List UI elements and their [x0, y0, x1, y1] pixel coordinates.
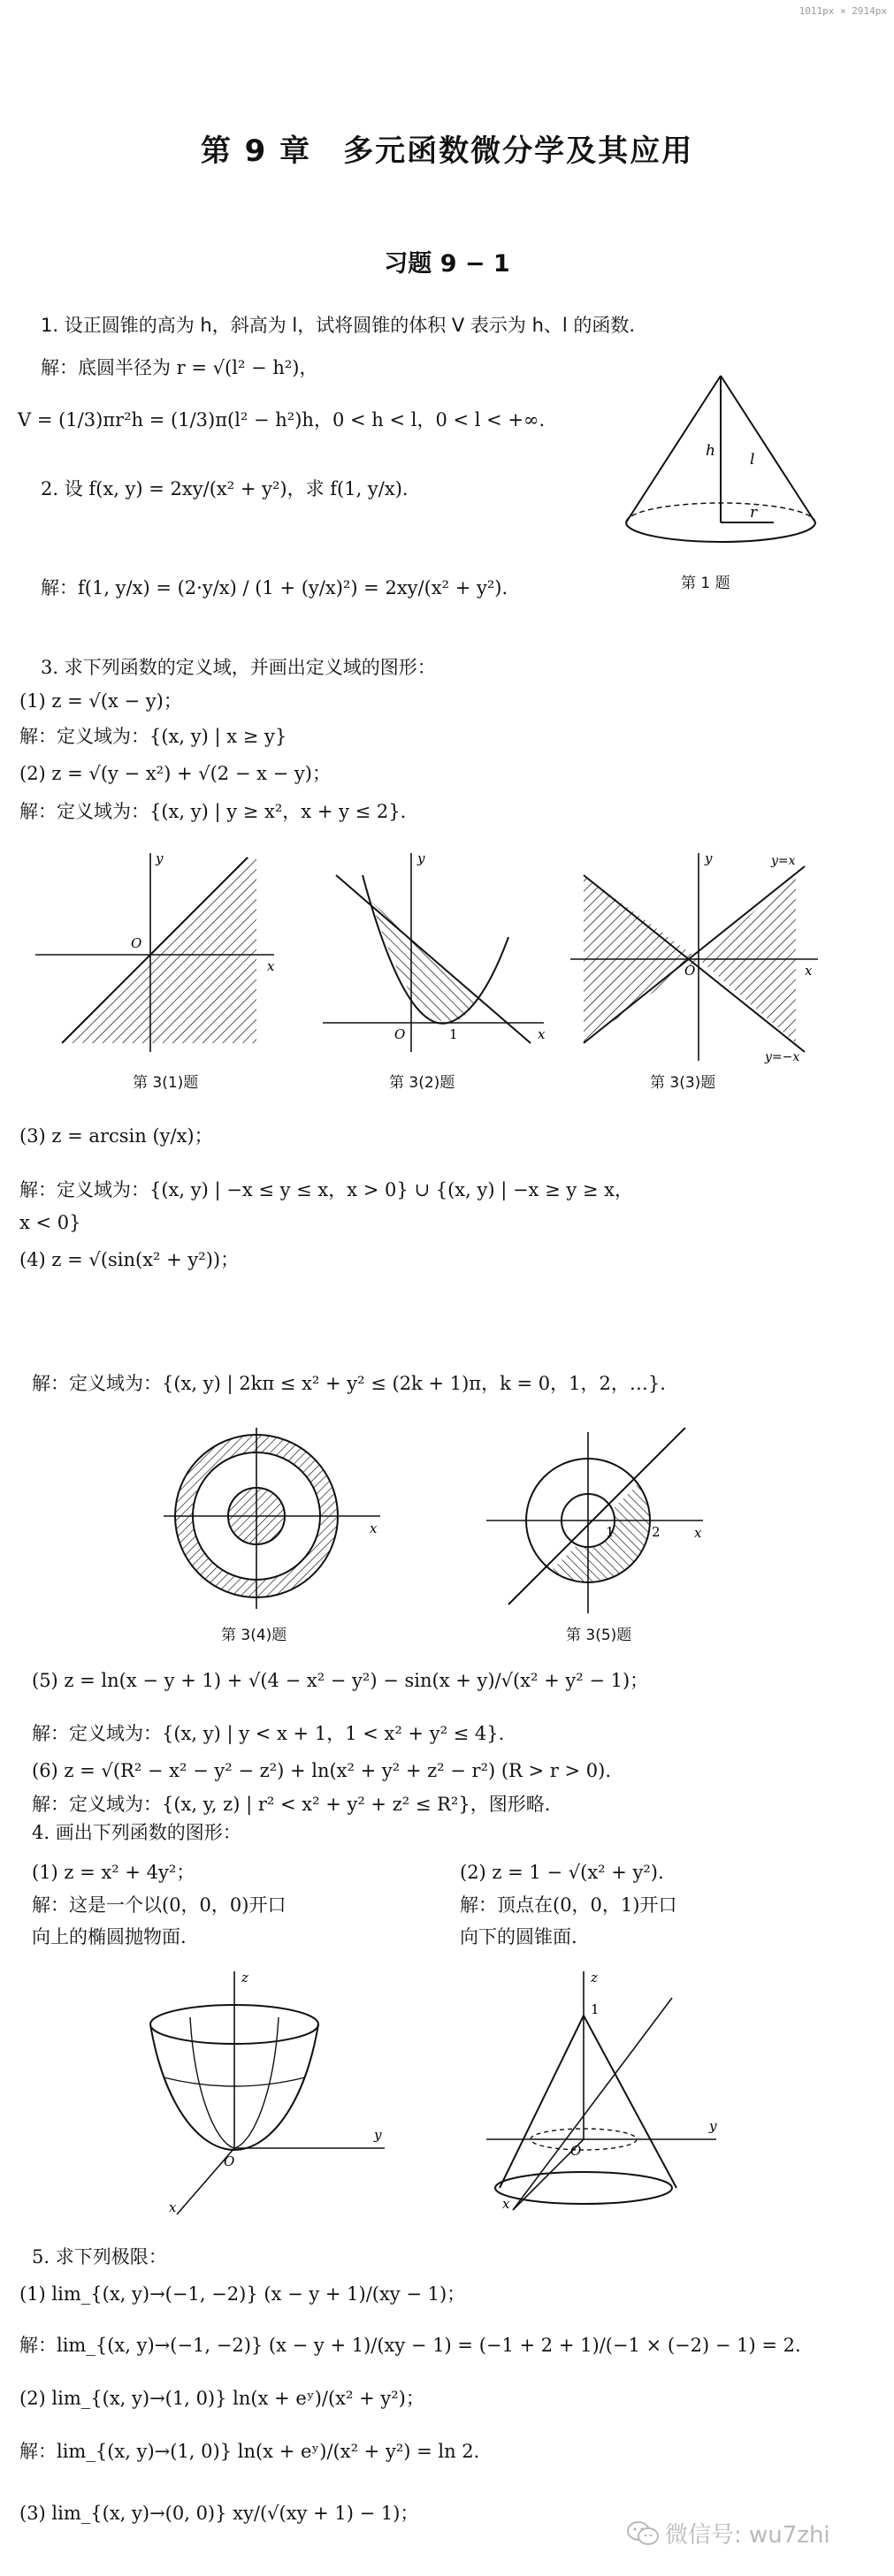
wechat-icon: [626, 2520, 660, 2547]
graph-3-5: [482, 1428, 712, 1618]
problem-3-6-statement: (6) z = √(R² − x² − y² − z²) + ln(x² + y² + z² − r²) (R > r > 0).: [32, 1760, 612, 1781]
problem-3-3-answer-line-1: 解：定义域为：{(x, y) | −x ≤ y ≤ x，x > 0} ∪ {(x, y) | −x ≥ y ≥ x，: [19, 1179, 633, 1200]
problem-3-2-statement: (2) z = √(y − x²) + √(2 − x − y)；: [19, 763, 331, 784]
svg-text:z: z: [591, 1970, 598, 1985]
problem-4-2-answer-line-2: 向下的圆锥面.: [460, 1926, 577, 1947]
section-title: 习题 9 − 1: [384, 250, 510, 278]
svg-text:O: O: [224, 2153, 235, 2169]
svg-text:x: x: [694, 1525, 702, 1541]
svg-text:y: y: [705, 850, 713, 866]
svg-text:x: x: [267, 958, 275, 974]
graph-3-2: [318, 849, 557, 1056]
svg-text:O: O: [684, 963, 696, 979]
problem-1-answer-line-2: V = (1/3)πr²h = (1/3)π(l² − h²)h，0 < h < l，0 < l < +∞.: [18, 409, 546, 431]
problem-3-1-statement: (1) z = √(x − y)；: [19, 690, 182, 712]
svg-text:O: O: [570, 2143, 582, 2159]
svg-text:y: y: [709, 2118, 717, 2134]
svg-text:z: z: [241, 1970, 248, 1985]
svg-text:y=x: y=x: [771, 854, 796, 868]
problem-4-1-statement: (1) z = x² + 4y²；: [32, 1862, 195, 1883]
cone-figure: [610, 367, 840, 570]
problem-3-2-answer: 解：定义域为：{(x, y) | y ≥ x²，x + y ≤ 2}.: [19, 801, 407, 822]
figure-3-2-caption: 第 3(2)题: [389, 1074, 455, 1092]
problem-4-1-answer-line-2: 向上的椭圆抛物面.: [32, 1926, 187, 1947]
svg-text:x: x: [169, 2199, 177, 2215]
problem-4-2-statement: (2) z = 1 − √(x² + y²).: [460, 1862, 664, 1883]
problem-4-question: 4. 画出下列函数的图形：: [32, 1822, 241, 1843]
problem-3-3-answer-line-2: x < 0}: [19, 1212, 81, 1233]
svg-text:y: y: [374, 2127, 382, 2143]
svg-text:y: y: [156, 850, 164, 866]
svg-text:1: 1: [606, 1524, 615, 1540]
svg-text:O: O: [394, 1026, 406, 1042]
problem-1-question: 1. 设正圆锥的高为 h，斜高为 l，试将圆锥的体积 V 表示为 h、l 的函数.: [41, 315, 636, 336]
svg-text:y: y: [417, 850, 425, 866]
cone-label-h: h: [706, 442, 715, 460]
problem-3-6-answer: 解：定义域为：{(x, y, z) | r² < x² + y² + z² ≤ R²}，图形略.: [32, 1794, 551, 1815]
problem-3-4-answer: 解：定义域为：{(x, y) | 2kπ ≤ x² + y² ≤ (2k + 1)π，k = 0，1，2，…}.: [32, 1373, 666, 1394]
cone-label-r: r: [750, 504, 758, 522]
svg-text:x: x: [805, 963, 813, 979]
svg-text:x: x: [502, 2196, 510, 2212]
figure-1-caption: 第 1 题: [681, 575, 730, 592]
problem-3-5-answer: 解：定义域为：{(x, y) | y < x + 1，1 < x² + y² ≤ 4}.: [32, 1723, 505, 1744]
svg-text:x: x: [538, 1026, 546, 1042]
problem-3-5-statement: (5) z = ln(x − y + 1) + √(4 − x² − y²) − sin(x + y)/√(x² + y² − 1)；: [32, 1670, 649, 1691]
problem-3-1-answer: 解：定义域为：{(x, y) | x ≥ y}: [19, 726, 287, 747]
problem-1-answer-line-1: 解：底圆半径为 r = √(l² − h²)，: [41, 357, 318, 378]
graph-3-1: [27, 849, 283, 1056]
problem-4-2-answer-line-1: 解：顶点在(0，0，1)开口: [460, 1894, 677, 1916]
svg-text:1: 1: [591, 2001, 600, 2017]
svg-text:2: 2: [652, 1524, 661, 1540]
problem-2-answer: 解：f(1, y/x) = (2·y/x) / (1 + (y/x)²) = 2xy/(x² + y²).: [41, 577, 508, 598]
figure-3-5-caption: 第 3(5)题: [566, 1627, 632, 1644]
problem-3-4-statement: (4) z = √(sin(x² + y²))；: [19, 1249, 240, 1270]
figure-3-3-caption: 第 3(3)题: [650, 1074, 716, 1092]
svg-text:1: 1: [449, 1026, 458, 1042]
problem-3-3-statement: (3) z = arcsin (y/x)；: [19, 1125, 213, 1147]
problem-5-2-answer: 解：lim_{(x, y)→(1, 0)} ln(x + eʸ)/(x² + y²) = ln 2.: [19, 2441, 480, 2462]
problem-3-question: 3. 求下列函数的定义域，并画出定义域的图形：: [41, 657, 436, 678]
problem-4-1-answer-line-1: 解：这是一个以(0，0，0)开口: [32, 1894, 287, 1916]
problem-5-3-statement: (3) lim_{(x, y)→(0, 0)} xy/(√(xy + 1) − 1)；: [19, 2503, 419, 2524]
chapter-title: 第 9 章 多元函数微分学及其应用: [200, 133, 694, 169]
problem-5-question: 5. 求下列极限：: [32, 2246, 167, 2267]
cone-label-l: l: [750, 451, 755, 469]
image-size-label: 1011px × 2914px: [798, 5, 887, 17]
problem-5-1-statement: (1) lim_{(x, y)→(−1, −2)} (x − y + 1)/(xy − 1)；: [19, 2283, 466, 2305]
problem-5-1-answer: 解：lim_{(x, y)→(−1, −2)} (x − y + 1)/(xy − 1) = (−1 + 2 + 1)/(−1 × (−2) − 1) = 2.: [19, 2335, 801, 2356]
svg-text:x: x: [370, 1520, 378, 1536]
problem-2-question: 2. 设 f(x, y) = 2xy/(x² + y²)，求 f(1, y/x).: [41, 478, 409, 499]
graph-3-3: [566, 849, 822, 1065]
watermark-text: 微信号: wu7zhi: [665, 2522, 830, 2549]
svg-text:y=−x: y=−x: [765, 1050, 800, 1064]
figure-3-4-caption: 第 3(4)题: [221, 1627, 287, 1644]
paraboloid-figure: [111, 1962, 394, 2219]
inverted-cone-figure: [460, 1962, 725, 2219]
figure-3-1-caption: 第 3(1)题: [133, 1074, 199, 1092]
watermark: [626, 2517, 830, 2549]
svg-text:O: O: [131, 935, 142, 951]
problem-5-2-statement: (2) lim_{(x, y)→(1, 0)} ln(x + eʸ)/(x² + y²)；: [19, 2388, 424, 2409]
graph-3-4: [159, 1423, 389, 1613]
